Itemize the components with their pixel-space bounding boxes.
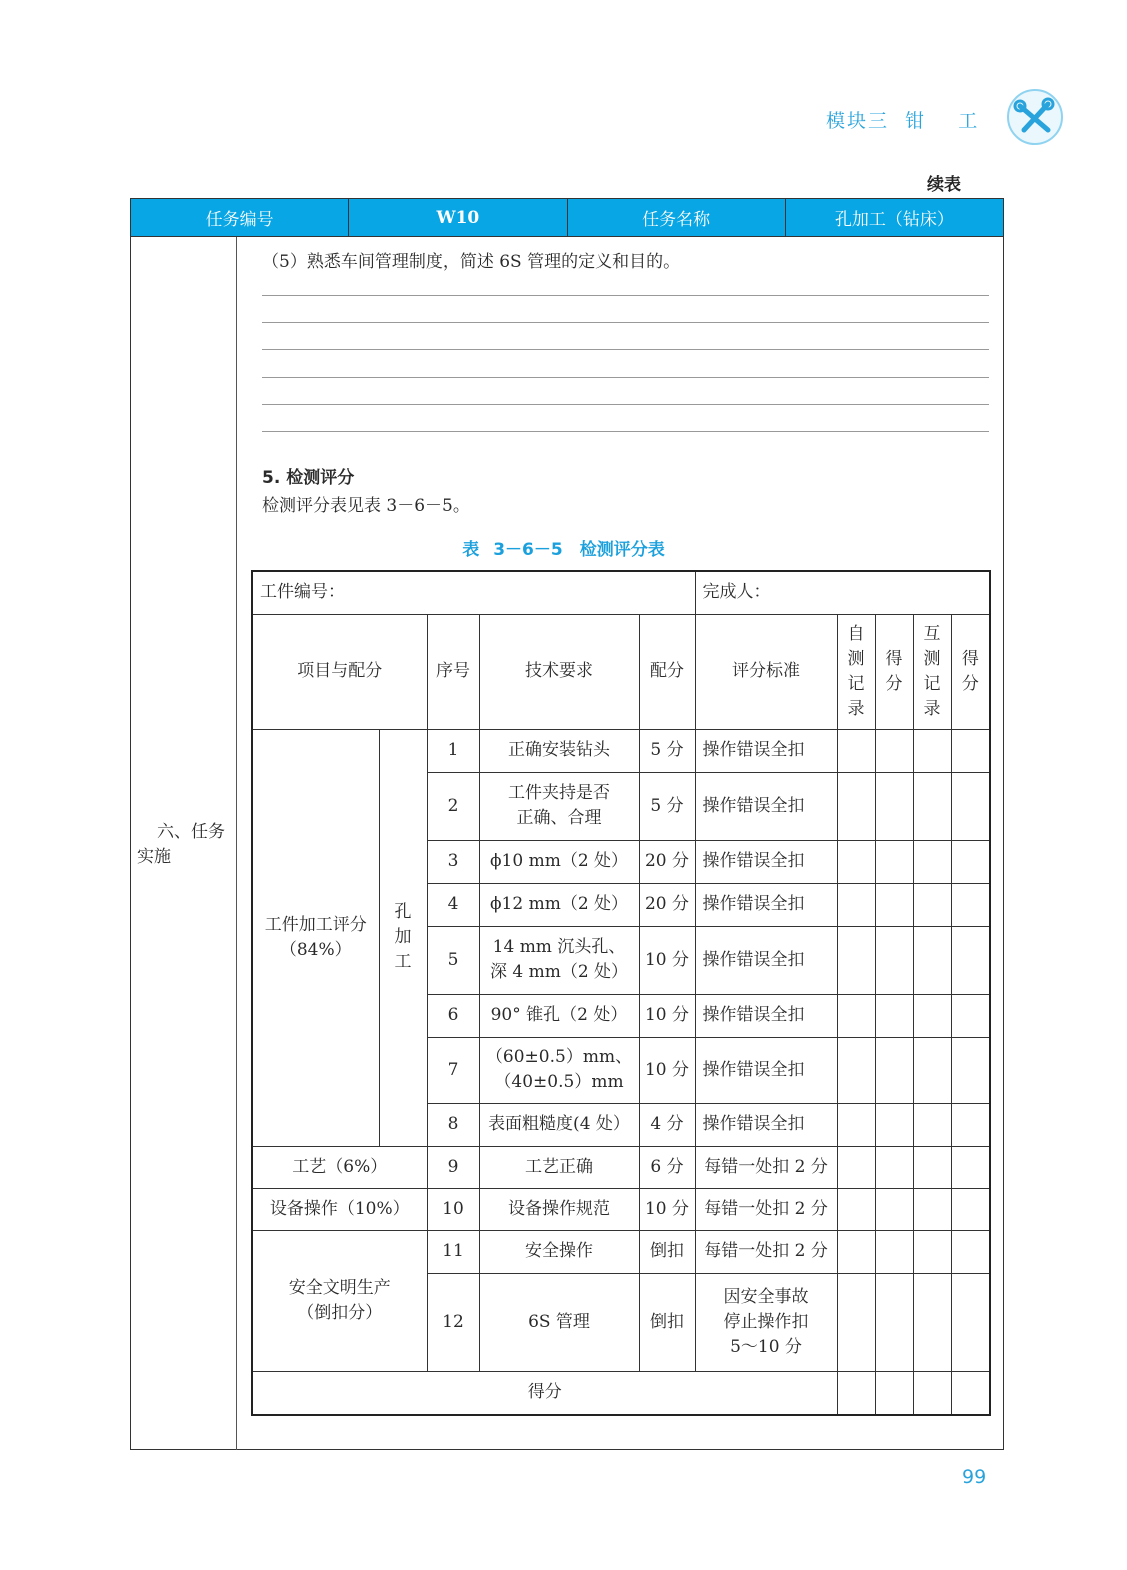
- peer-score-cell[interactable]: [951, 772, 990, 840]
- seq-cell: 11: [427, 1230, 479, 1273]
- points-cell: 10 分: [639, 1037, 695, 1103]
- criteria-cell: 每错一处扣 2 分: [695, 1146, 837, 1188]
- subsection-text: 检测评分表见表 3－6－5。: [262, 496, 470, 516]
- peer-test-cell[interactable]: [913, 1230, 951, 1273]
- seq-cell: 10: [427, 1188, 479, 1230]
- total-label: 得分: [252, 1371, 837, 1415]
- points-cell: 倒扣: [639, 1230, 695, 1273]
- group-label: 设备操作（10%）: [252, 1188, 427, 1230]
- workpiece-no-field[interactable]: 工件编号：: [252, 571, 695, 614]
- peer-score-cell[interactable]: [951, 1188, 990, 1230]
- points-cell: 4 分: [639, 1103, 695, 1146]
- seq-cell: 4: [427, 883, 479, 926]
- task-no: W10: [349, 199, 567, 236]
- subsection-title: 5. 检测评分: [262, 468, 355, 488]
- requirement-cell: 6S 管理: [479, 1273, 639, 1371]
- requirement-cell: 工件夹持是否 正确、合理: [479, 772, 639, 840]
- self-test-cell[interactable]: [837, 840, 875, 883]
- points-cell: 10 分: [639, 926, 695, 994]
- peer-test-total[interactable]: [913, 1371, 951, 1415]
- table-row: [252, 1146, 990, 1188]
- answer-line[interactable]: [262, 431, 989, 432]
- peer-test-cell[interactable]: [913, 883, 951, 926]
- page-number: 99: [962, 1466, 987, 1488]
- peer-score-cell[interactable]: [951, 1146, 990, 1188]
- points-cell: 10 分: [639, 994, 695, 1037]
- self-score-cell[interactable]: [875, 883, 913, 926]
- requirement-cell: ϕ10 mm（2 处）: [479, 840, 639, 883]
- question: （5）熟悉车间管理制度，简述 6S 管理的定义和目的。: [262, 252, 681, 272]
- requirement-cell: ϕ12 mm（2 处）: [479, 883, 639, 926]
- task-header: [130, 198, 1004, 237]
- peer-score-cell[interactable]: [951, 729, 990, 772]
- self-score-cell[interactable]: [875, 994, 913, 1037]
- total-row: [252, 1371, 990, 1415]
- wrench-logo-icon: [1006, 88, 1064, 146]
- self-score-cell[interactable]: [875, 1273, 913, 1371]
- seq-cell: 5: [427, 926, 479, 994]
- peer-score-cell[interactable]: [951, 1037, 990, 1103]
- table-row: [252, 1230, 990, 1273]
- self-score-header: 得 分: [875, 614, 913, 729]
- completed-by-field[interactable]: 完成人：: [695, 571, 990, 614]
- peer-test-cell[interactable]: [913, 729, 951, 772]
- peer-score-cell[interactable]: [951, 994, 990, 1037]
- criteria-cell: 每错一处扣 2 分: [695, 1230, 837, 1273]
- self-score-cell[interactable]: [875, 772, 913, 840]
- requirement-cell: 正确安装钻头: [479, 729, 639, 772]
- self-test-cell[interactable]: [837, 994, 875, 1037]
- points-cell: 6 分: [639, 1146, 695, 1188]
- points-cell: 5 分: [639, 729, 695, 772]
- criteria-header: 评分标准: [695, 614, 837, 729]
- criteria-cell: 操作错误全扣: [695, 926, 837, 994]
- peer-score-cell[interactable]: [951, 883, 990, 926]
- points-cell: 5 分: [639, 772, 695, 840]
- seq-cell: 1: [427, 729, 479, 772]
- seq-cell: 7: [427, 1037, 479, 1103]
- task-name: 孔加工（钻床）: [834, 210, 954, 230]
- points-header: 配分: [639, 614, 695, 729]
- points-cell: 20 分: [639, 840, 695, 883]
- self-score-cell[interactable]: [875, 840, 913, 883]
- seq-cell: 6: [427, 994, 479, 1037]
- peer-test-cell[interactable]: [913, 840, 951, 883]
- peer-test-cell[interactable]: [913, 1273, 951, 1371]
- seq-cell: 3: [427, 840, 479, 883]
- criteria-cell: 因安全事故 停止操作扣 5～10 分: [695, 1273, 837, 1371]
- self-score-cell[interactable]: [875, 729, 913, 772]
- answer-line[interactable]: [262, 322, 989, 323]
- self-score-total[interactable]: [875, 1371, 913, 1415]
- peer-test-cell[interactable]: [913, 1146, 951, 1188]
- self-test-cell[interactable]: [837, 1230, 875, 1273]
- group-label: 安全文明生产 （倒扣分）: [252, 1230, 427, 1371]
- seq-cell: 8: [427, 1103, 479, 1146]
- self-score-cell[interactable]: [875, 1103, 913, 1146]
- item-header: 项目与配分: [252, 614, 427, 729]
- peer-test-cell[interactable]: [913, 1188, 951, 1230]
- seq-cell: 12: [427, 1273, 479, 1371]
- criteria-cell: 操作错误全扣: [695, 883, 837, 926]
- requirement-cell: 14 mm 沉头孔、 深 4 mm（2 处）: [479, 926, 639, 994]
- criteria-cell: 操作错误全扣: [695, 1037, 837, 1103]
- table-row: [252, 1188, 990, 1230]
- peer-test-cell[interactable]: [913, 772, 951, 840]
- self-test-cell[interactable]: [837, 1037, 875, 1103]
- points-cell: 10 分: [639, 1188, 695, 1230]
- requirement-cell: 工艺正确: [479, 1146, 639, 1188]
- peer-test-cell[interactable]: [913, 926, 951, 994]
- requirement-cell: 90° 锥孔（2 处）: [479, 994, 639, 1037]
- task-name-label: 任务名称: [568, 199, 786, 236]
- section-label: 六、任务实施: [137, 822, 225, 867]
- seq-header: 序号: [427, 614, 479, 729]
- table-caption: 表 3－6－5 检测评分表: [462, 540, 665, 560]
- group-label: 工件加工评分 （84%）: [252, 729, 379, 1146]
- self-test-cell[interactable]: [837, 1273, 875, 1371]
- answer-line[interactable]: [262, 377, 989, 378]
- self-test-cell[interactable]: [837, 926, 875, 994]
- answer-line[interactable]: [262, 404, 989, 405]
- criteria-cell: 每错一处扣 2 分: [695, 1188, 837, 1230]
- peer-test-cell[interactable]: [913, 1103, 951, 1146]
- peer-score-cell[interactable]: [951, 1103, 990, 1146]
- criteria-cell: 操作错误全扣: [695, 840, 837, 883]
- self-score-cell[interactable]: [875, 1146, 913, 1188]
- peer-score-cell[interactable]: [951, 840, 990, 883]
- peer-test-cell[interactable]: [913, 1037, 951, 1103]
- score-table: [251, 570, 991, 1416]
- self-score-cell[interactable]: [875, 926, 913, 994]
- criteria-cell: 操作错误全扣: [695, 729, 837, 772]
- self-test-total[interactable]: [837, 1371, 875, 1415]
- answer-line[interactable]: [262, 349, 989, 350]
- requirement-cell: 安全操作: [479, 1230, 639, 1273]
- peer-test-cell[interactable]: [913, 994, 951, 1037]
- self-test-cell[interactable]: [837, 883, 875, 926]
- table-row: [252, 729, 990, 772]
- task-no-label: 任务编号: [131, 199, 349, 236]
- criteria-cell: 操作错误全扣: [695, 1103, 837, 1146]
- requirement-cell: 表面粗糙度(4 处）: [479, 1103, 639, 1146]
- requirement-header: 技术要求: [479, 614, 639, 729]
- requirement-cell: 设备操作规范: [479, 1188, 639, 1230]
- self-score-cell[interactable]: [875, 1230, 913, 1273]
- seq-cell: 9: [427, 1146, 479, 1188]
- self-test-cell[interactable]: [837, 1146, 875, 1188]
- peer-test-header: 互 测 记 录: [913, 614, 951, 729]
- self-test-cell[interactable]: [837, 772, 875, 840]
- continued-label: 续表: [927, 175, 961, 195]
- self-score-cell[interactable]: [875, 1188, 913, 1230]
- seq-cell: 2: [427, 772, 479, 840]
- header-row: [252, 614, 990, 729]
- peer-score-total[interactable]: [951, 1371, 990, 1415]
- self-test-cell[interactable]: [837, 1188, 875, 1230]
- points-cell: 倒扣: [639, 1273, 695, 1371]
- group-label: 工艺（6%）: [252, 1146, 427, 1188]
- requirement-cell: （60±0.5）mm、 （40±0.5）mm: [479, 1037, 639, 1103]
- info-row: [252, 571, 990, 614]
- peer-score-header: 得 分: [951, 614, 990, 729]
- self-test-header: 自 测 记 录: [837, 614, 875, 729]
- answer-line[interactable]: [262, 295, 989, 296]
- criteria-cell: 操作错误全扣: [695, 994, 837, 1037]
- self-test-cell[interactable]: [837, 1103, 875, 1146]
- criteria-cell: 操作错误全扣: [695, 772, 837, 840]
- points-cell: 20 分: [639, 883, 695, 926]
- peer-score-cell[interactable]: [951, 1230, 990, 1273]
- self-score-cell[interactable]: [875, 1037, 913, 1103]
- subgroup-label: 孔 加 工: [379, 729, 427, 1146]
- self-test-cell[interactable]: [837, 729, 875, 772]
- peer-score-cell[interactable]: [951, 926, 990, 994]
- module-title: 模块三 钳 工: [826, 110, 980, 132]
- peer-score-cell[interactable]: [951, 1273, 990, 1371]
